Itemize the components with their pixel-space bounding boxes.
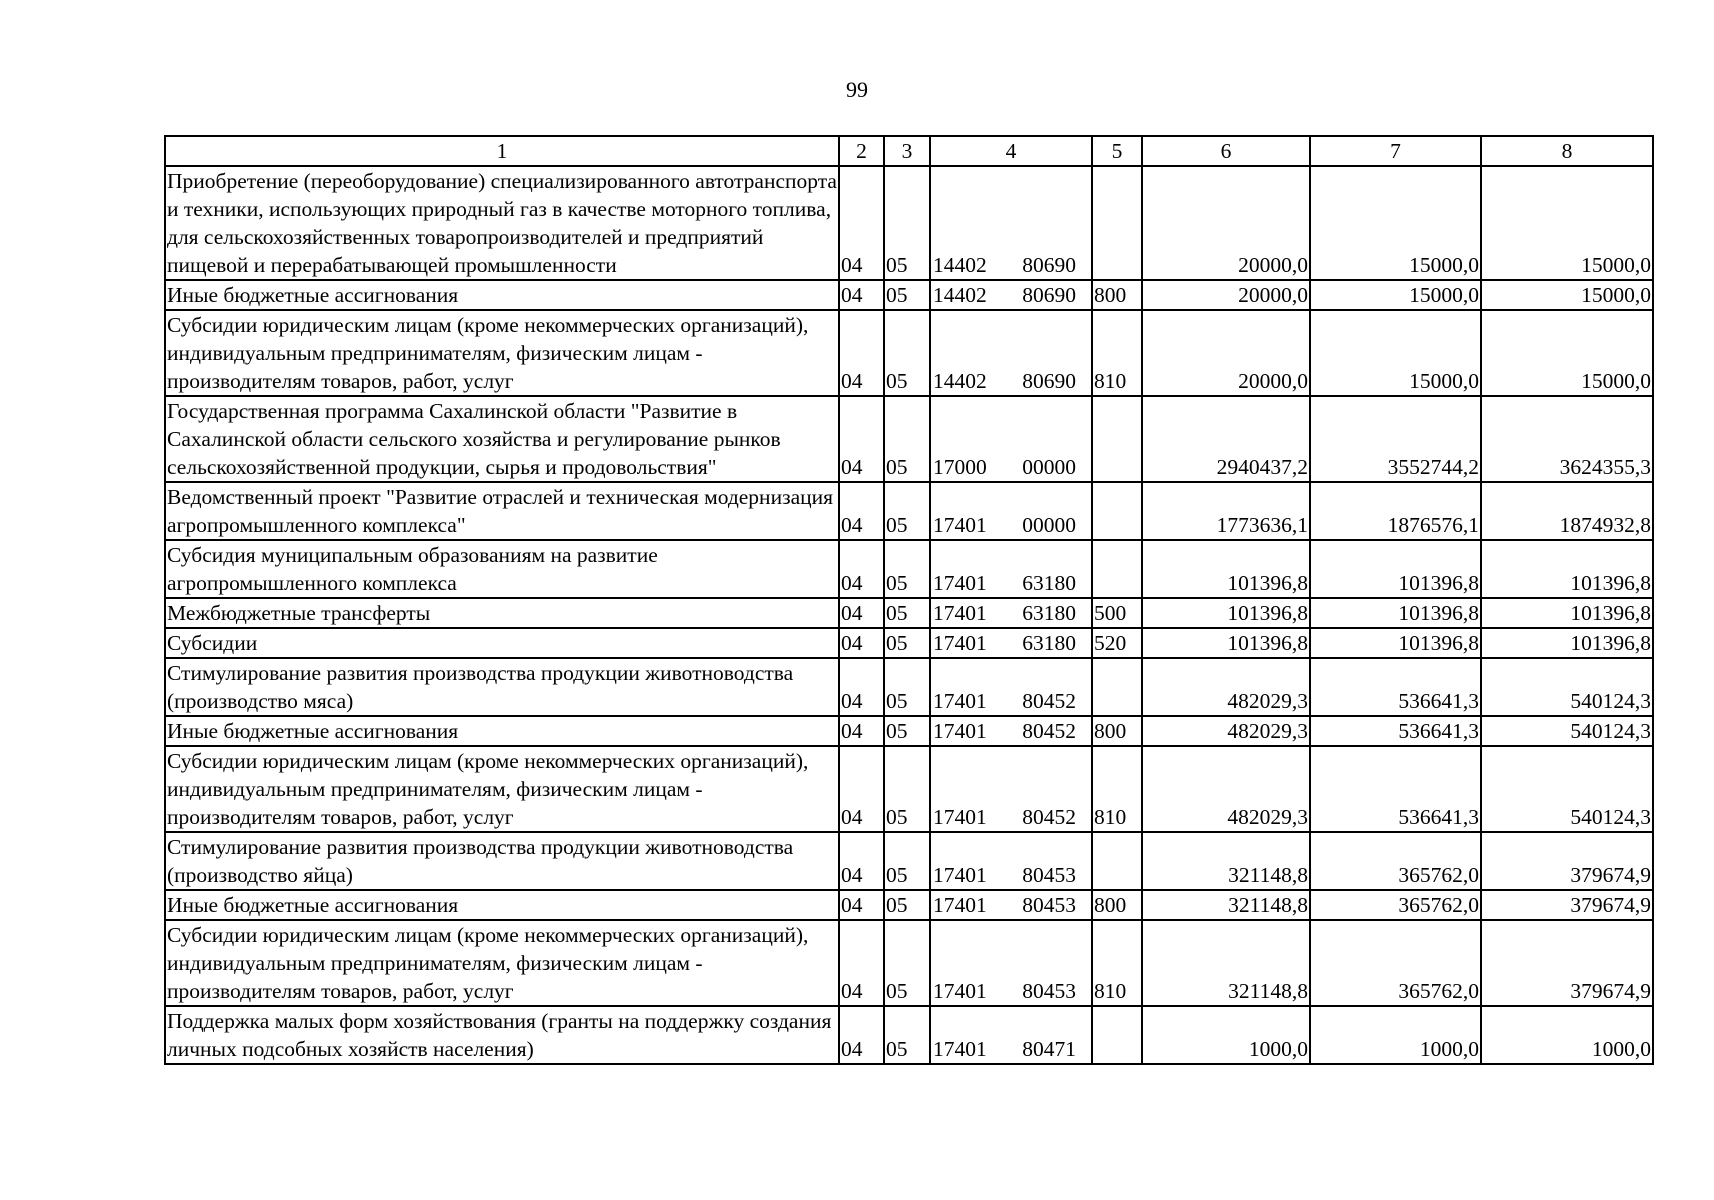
target-article-code	[930, 598, 1092, 628]
amount-col8: 3624355,3	[1481, 396, 1653, 482]
section-code: 04	[839, 310, 884, 396]
target-article-code	[930, 396, 1092, 482]
amount-col6: 20000,0	[1142, 310, 1310, 396]
amount-col7: 15000,0	[1310, 310, 1481, 396]
amount-col8: 101396,8	[1481, 628, 1653, 658]
amount-col8: 15000,0	[1481, 310, 1653, 396]
column-header: 4	[930, 136, 1092, 166]
direction-code: 80453	[1022, 863, 1076, 887]
budget-table	[164, 135, 1654, 1065]
expense-type-code: 520	[1092, 628, 1142, 658]
row-name: Стимулирование развития производства продукции животноводства (производство яйца)	[165, 832, 839, 890]
section-code: 04	[839, 658, 884, 716]
header-row	[165, 136, 1653, 166]
row-name: Ведомственный проект "Развитие отраслей и техническая модернизация агропромышленного комплекса"	[165, 482, 839, 540]
target-article-code	[930, 746, 1092, 832]
target-article-code	[930, 310, 1092, 396]
subsection-code: 05	[884, 280, 930, 310]
column-header: 2	[839, 136, 884, 166]
amount-col8: 540124,3	[1481, 746, 1653, 832]
direction-code: 63180	[1022, 571, 1076, 595]
row-name: Иные бюджетные ассигнования	[165, 890, 839, 920]
target-article-code	[930, 890, 1092, 920]
amount-col7: 536641,3	[1310, 746, 1481, 832]
amount-col6: 101396,8	[1142, 628, 1310, 658]
column-header: 3	[884, 136, 930, 166]
target-article-code	[930, 280, 1092, 310]
table-row	[165, 166, 1653, 280]
row-name: Межбюджетные трансферты	[165, 598, 839, 628]
target-article-code	[930, 1006, 1092, 1064]
subsection-code: 05	[884, 890, 930, 920]
direction-code: 80453	[1022, 893, 1076, 917]
amount-col8: 379674,9	[1481, 890, 1653, 920]
section-code: 04	[839, 716, 884, 746]
page-number: 99	[846, 77, 868, 102]
section-code: 04	[839, 280, 884, 310]
target-article-code	[930, 832, 1092, 890]
direction-code: 63180	[1022, 631, 1076, 655]
direction-code: 80690	[1022, 283, 1076, 307]
column-header: 8	[1481, 136, 1653, 166]
program-code: 17401	[933, 893, 987, 917]
section-code: 04	[839, 920, 884, 1006]
direction-code: 80471	[1022, 1037, 1076, 1061]
program-code: 17401	[933, 979, 987, 1003]
expense-type-code	[1092, 540, 1142, 598]
subsection-code: 05	[884, 166, 930, 280]
row-name: Субсидии юридическим лицам (кроме некоммерческих организаций), индивидуальным предпринимателям, физическим лицам - производителям товаров, работ, услуг	[165, 920, 839, 1006]
subsection-code: 05	[884, 540, 930, 598]
expense-type-code: 800	[1092, 890, 1142, 920]
target-article-code	[930, 628, 1092, 658]
amount-col8: 101396,8	[1481, 598, 1653, 628]
section-code: 04	[839, 628, 884, 658]
direction-code: 80452	[1022, 689, 1076, 713]
direction-code: 00000	[1022, 513, 1076, 537]
table-row	[165, 920, 1653, 1006]
target-article-code	[930, 482, 1092, 540]
subsection-code: 05	[884, 396, 930, 482]
direction-code: 80453	[1022, 979, 1076, 1003]
amount-col6: 20000,0	[1142, 280, 1310, 310]
amount-col8: 379674,9	[1481, 832, 1653, 890]
row-name: Иные бюджетные ассигнования	[165, 716, 839, 746]
column-header: 5	[1092, 136, 1142, 166]
amount-col7: 101396,8	[1310, 628, 1481, 658]
amount-col7: 1000,0	[1310, 1006, 1481, 1064]
table-row	[165, 658, 1653, 716]
amount-col6: 482029,3	[1142, 716, 1310, 746]
program-code: 17401	[933, 601, 987, 625]
amount-col7: 365762,0	[1310, 920, 1481, 1006]
amount-col8: 15000,0	[1481, 166, 1653, 280]
amount-col6: 101396,8	[1142, 540, 1310, 598]
row-name: Субсидия муниципальным образованиям на развитие агропромышленного комплекса	[165, 540, 839, 598]
target-article-code	[930, 920, 1092, 1006]
amount-col8: 379674,9	[1481, 920, 1653, 1006]
expense-type-code	[1092, 166, 1142, 280]
program-code: 17401	[933, 805, 987, 829]
section-code: 04	[839, 540, 884, 598]
subsection-code: 05	[884, 1006, 930, 1064]
section-code: 04	[839, 396, 884, 482]
table-body	[165, 166, 1653, 1064]
program-code: 17000	[933, 455, 987, 479]
table-row	[165, 716, 1653, 746]
amount-col8: 101396,8	[1481, 540, 1653, 598]
amount-col6: 101396,8	[1142, 598, 1310, 628]
amount-col6: 1000,0	[1142, 1006, 1310, 1064]
direction-code: 80452	[1022, 719, 1076, 743]
target-article-code	[930, 166, 1092, 280]
subsection-code: 05	[884, 310, 930, 396]
amount-col6: 482029,3	[1142, 658, 1310, 716]
program-code: 14402	[933, 253, 987, 277]
row-name: Поддержка малых форм хозяйствования (гранты на поддержку создания личных подсобных хозяйств населения)	[165, 1006, 839, 1064]
amount-col7: 365762,0	[1310, 832, 1481, 890]
subsection-code: 05	[884, 716, 930, 746]
program-code: 17401	[933, 1037, 987, 1061]
subsection-code: 05	[884, 482, 930, 540]
amount-col7: 3552744,2	[1310, 396, 1481, 482]
amount-col8: 1000,0	[1481, 1006, 1653, 1064]
amount-col7: 15000,0	[1310, 166, 1481, 280]
direction-code: 80690	[1022, 369, 1076, 393]
expense-type-code: 810	[1092, 920, 1142, 1006]
direction-code: 80690	[1022, 253, 1076, 277]
table-row	[165, 482, 1653, 540]
direction-code: 63180	[1022, 601, 1076, 625]
row-name: Государственная программа Сахалинской области "Развитие в Сахалинской области сельского хозяйства и регулирование рынков сельскохозяйственной продукции, сырья и продовольствия"	[165, 396, 839, 482]
expense-type-code: 810	[1092, 310, 1142, 396]
expense-type-code	[1092, 482, 1142, 540]
row-name: Субсидии	[165, 628, 839, 658]
amount-col7: 101396,8	[1310, 598, 1481, 628]
amount-col7: 1876576,1	[1310, 482, 1481, 540]
subsection-code: 05	[884, 598, 930, 628]
amount-col8: 540124,3	[1481, 716, 1653, 746]
amount-col6: 321148,8	[1142, 920, 1310, 1006]
expense-type-code	[1092, 396, 1142, 482]
table-row	[165, 1006, 1653, 1064]
program-code: 17401	[933, 513, 987, 537]
program-code: 17401	[933, 863, 987, 887]
target-article-code	[930, 716, 1092, 746]
row-name: Иные бюджетные ассигнования	[165, 280, 839, 310]
program-code: 14402	[933, 369, 987, 393]
column-header: 1	[165, 136, 839, 166]
table-row	[165, 598, 1653, 628]
amount-col8: 15000,0	[1481, 280, 1653, 310]
section-code: 04	[839, 1006, 884, 1064]
table-row	[165, 310, 1653, 396]
subsection-code: 05	[884, 832, 930, 890]
amount-col6: 321148,8	[1142, 832, 1310, 890]
target-article-code	[930, 540, 1092, 598]
row-name: Субсидии юридическим лицам (кроме некоммерческих организаций), индивидуальным предпринимателям, физическим лицам - производителям товаров, работ, услуг	[165, 746, 839, 832]
section-code: 04	[839, 482, 884, 540]
section-code: 04	[839, 832, 884, 890]
table-row	[165, 396, 1653, 482]
amount-col7: 365762,0	[1310, 890, 1481, 920]
program-code: 17401	[933, 719, 987, 743]
amount-col7: 15000,0	[1310, 280, 1481, 310]
row-name: Субсидии юридическим лицам (кроме некоммерческих организаций), индивидуальным предпринимателям, физическим лицам - производителям товаров, работ, услуг	[165, 310, 839, 396]
expense-type-code	[1092, 1006, 1142, 1064]
amount-col6: 482029,3	[1142, 746, 1310, 832]
expense-type-code: 500	[1092, 598, 1142, 628]
program-code: 14402	[933, 283, 987, 307]
section-code: 04	[839, 598, 884, 628]
amount-col6: 20000,0	[1142, 166, 1310, 280]
table-row	[165, 746, 1653, 832]
subsection-code: 05	[884, 746, 930, 832]
expense-type-code: 810	[1092, 746, 1142, 832]
subsection-code: 05	[884, 628, 930, 658]
expense-type-code: 800	[1092, 716, 1142, 746]
expense-type-code	[1092, 832, 1142, 890]
subsection-code: 05	[884, 920, 930, 1006]
amount-col6: 1773636,1	[1142, 482, 1310, 540]
amount-col7: 536641,3	[1310, 716, 1481, 746]
program-code: 17401	[933, 689, 987, 713]
section-code: 04	[839, 890, 884, 920]
row-name: Стимулирование развития производства продукции животноводства (производство мяса)	[165, 658, 839, 716]
amount-col8: 540124,3	[1481, 658, 1653, 716]
section-code: 04	[839, 166, 884, 280]
amount-col7: 101396,8	[1310, 540, 1481, 598]
direction-code: 80452	[1022, 805, 1076, 829]
row-name: Приобретение (переоборудование) специализированного автотранспорта и техники, использующих природный газ в качестве моторного топлива, для сельскохозяйственных товаропроизводителей и предприятий пищевой и перерабатывающей промышленности	[165, 166, 839, 280]
expense-type-code	[1092, 658, 1142, 716]
direction-code: 00000	[1022, 455, 1076, 479]
table-row	[165, 280, 1653, 310]
table-row	[165, 832, 1653, 890]
program-code: 17401	[933, 571, 987, 595]
expense-type-code: 800	[1092, 280, 1142, 310]
table-row	[165, 890, 1653, 920]
amount-col6: 2940437,2	[1142, 396, 1310, 482]
program-code: 17401	[933, 631, 987, 655]
amount-col7: 536641,3	[1310, 658, 1481, 716]
subsection-code: 05	[884, 658, 930, 716]
target-article-code	[930, 658, 1092, 716]
table-row	[165, 540, 1653, 598]
amount-col6: 321148,8	[1142, 890, 1310, 920]
column-header: 7	[1310, 136, 1481, 166]
table-row	[165, 628, 1653, 658]
amount-col8: 1874932,8	[1481, 482, 1653, 540]
column-header: 6	[1142, 136, 1310, 166]
section-code: 04	[839, 746, 884, 832]
